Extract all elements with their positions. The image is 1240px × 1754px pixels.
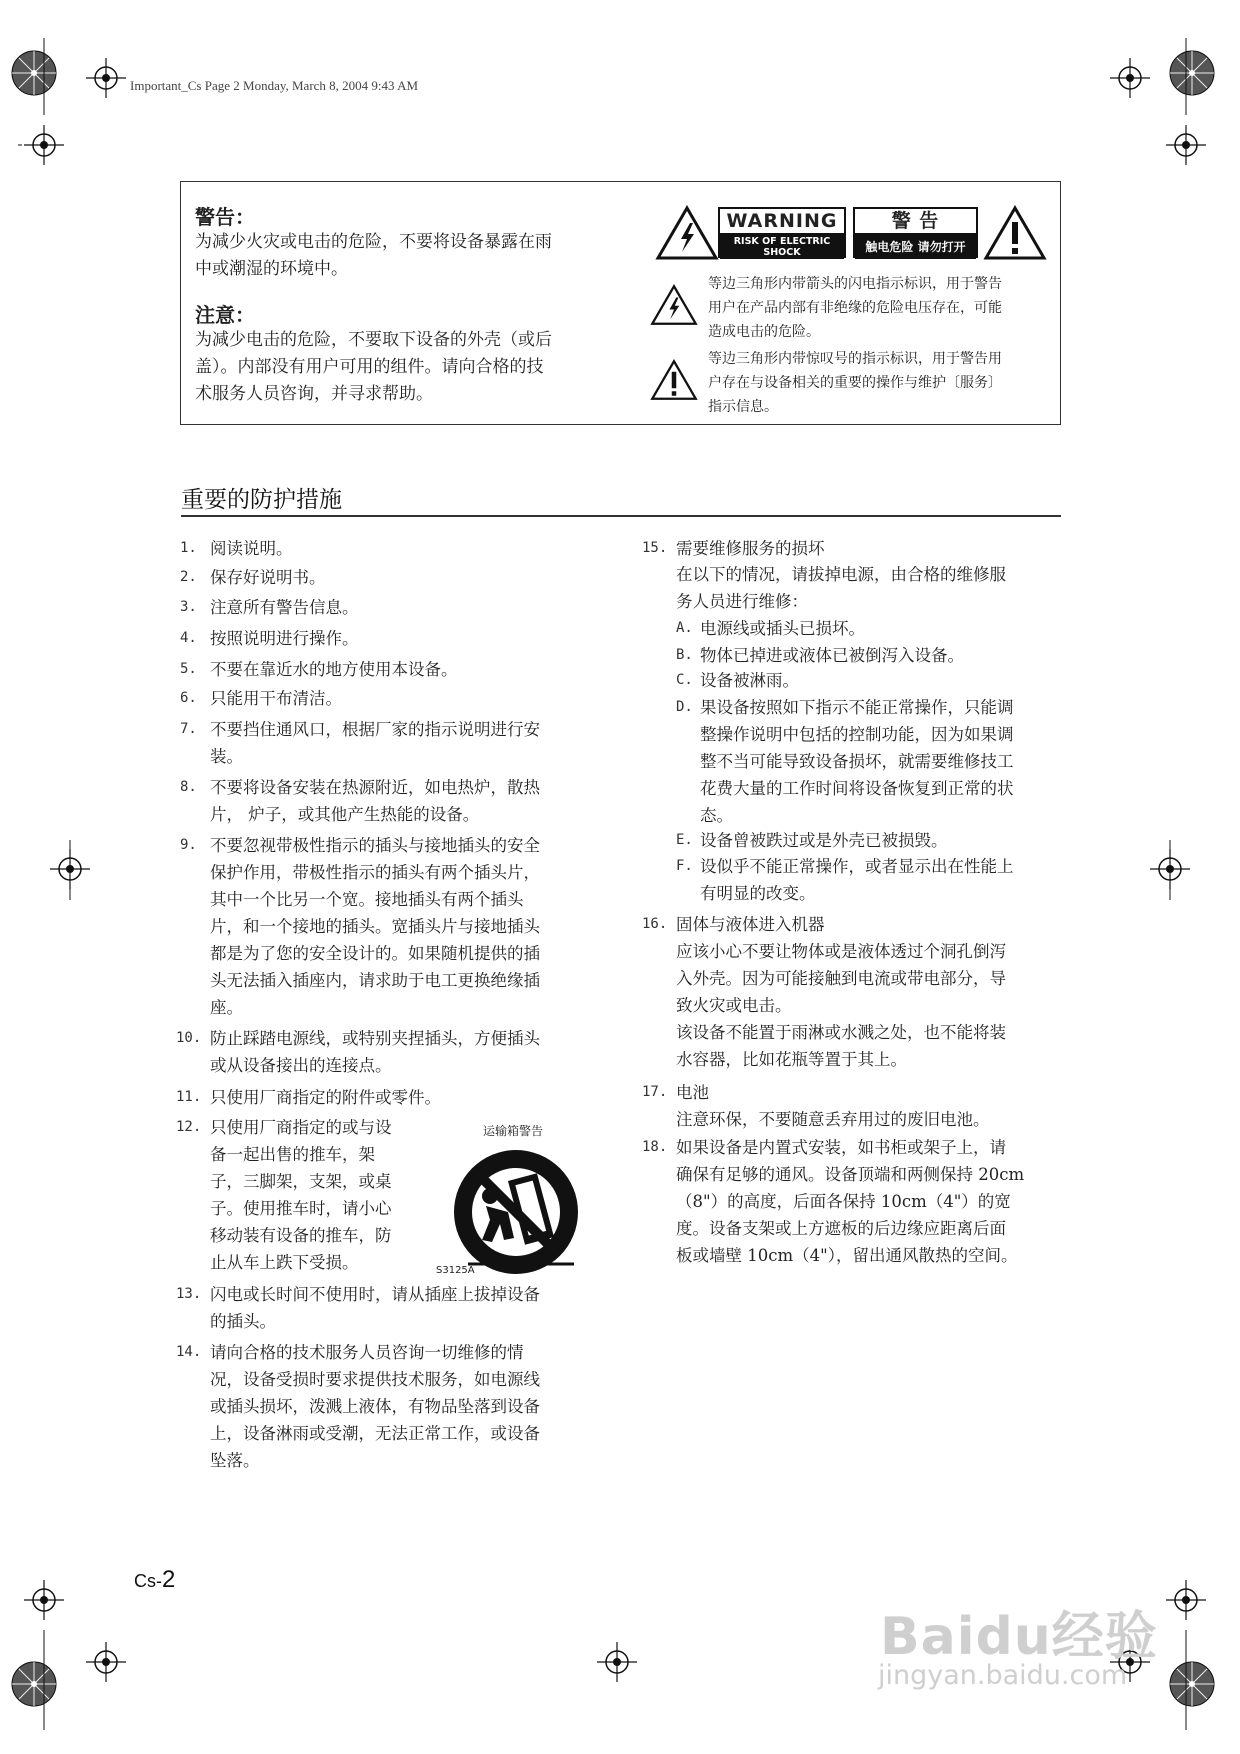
lightning-note-icon	[650, 283, 698, 327]
warning-badge-cn: 警 告 触电危险 请勿打开	[853, 207, 978, 258]
cart-warning-icon	[446, 1142, 586, 1282]
lightning-triangle-icon	[655, 205, 719, 261]
cart-caption: 运输箱警告	[483, 1124, 544, 1138]
exclamation-triangle-icon	[983, 205, 1047, 261]
caution-text: 为减少电击的危险，不要取下设备的外壳（或后 盖）。内部没有用户可用的组件。请向合格的技 术服务人员咨询，并寻求帮助。	[195, 330, 552, 404]
print-header: Important_Cs Page 2 Monday, March 8, 2004 9:43 AM	[130, 78, 419, 93]
item17-text: 注意环保，不要随意丢弃用过的废旧电池。	[676, 1110, 990, 1129]
exclamation-note-text: 等边三角形内带惊叹号的指示标识，用于警告用 户存在与设备相关的重要的操作与维护〔服务〕 指示信息。	[708, 351, 1002, 415]
section-divider	[181, 515, 1061, 517]
lightning-note-text: 等边三角形内带箭头的闪电指示标识，用于警告 用户在产品内部有非绝缘的危险电压存在，可能 造成电击的危险。	[708, 276, 1002, 340]
warning-title: 警告：	[195, 205, 255, 229]
cart-code: S3125A	[436, 1265, 475, 1276]
page-number: Cs-2	[134, 1566, 176, 1593]
caution-title: 注意：	[195, 303, 255, 327]
watermark-brand: Baidu经验	[880, 1607, 1158, 1667]
warning-text: 为减少火灾或电击的危险，不要将设备暴露在雨 中或潮湿的环境中。	[195, 232, 552, 279]
item16-text: 应该小心不要让物体或是液体透过个洞孔倒泻 入外壳。因为可能接触到电流或带电部分，导 致火灾或电击。 该设备不能置于雨淋或水溅之处，也不能将装 水容器，比如花瓶等置于其上。	[676, 942, 1006, 1069]
item15-intro: 在以下的情况，请拔掉电源，由合格的维修服 务人员进行维修：	[676, 565, 1006, 611]
watermark-url: jingyan.baidu.com	[878, 1660, 1128, 1691]
exclamation-note-icon	[650, 358, 698, 402]
section-title: 重要的防护措施	[181, 487, 342, 513]
warning-badge-en: WARNING RISK OF ELECTRIC SHOCK DO NOT OPEN	[718, 207, 846, 258]
